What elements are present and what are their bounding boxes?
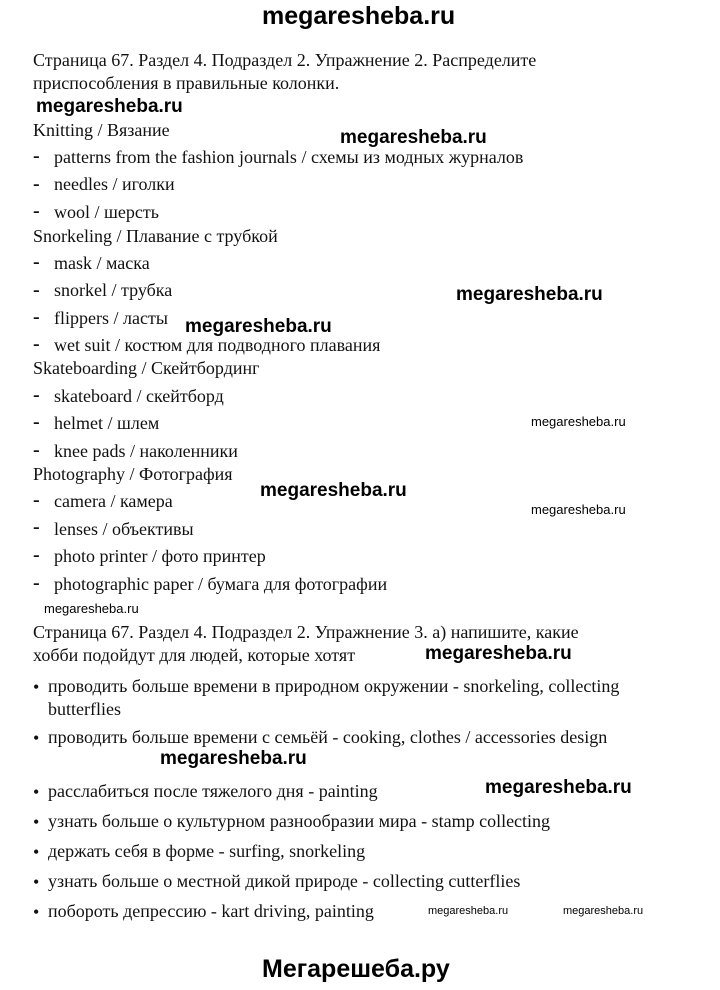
list-item: проводить больше времени с семьёй - cooking, clothes / accessories design — [48, 727, 608, 747]
exercise3-heading-line1: Страница 67. Раздел 4. Подраздел 2. Упражнение 3. а) напишите, какие — [33, 622, 579, 642]
watermark: megaresheba.ru — [425, 643, 572, 664]
list-item: helmet / шлем — [54, 413, 160, 433]
dash-marker: - — [33, 544, 40, 566]
watermark: megaresheba.ru — [428, 905, 509, 917]
exercise2-heading-line1: Страница 67. Раздел 4. Подраздел 2. Упражнение 2. Распределите — [33, 50, 537, 70]
list-item: lenses / объективы — [54, 519, 194, 539]
list-item: держать себя в форме - surfing, snorkeling — [48, 841, 366, 861]
dash-marker: - — [33, 333, 40, 355]
watermark: megaresheba.ru — [531, 414, 626, 429]
watermark: megaresheba.ru — [160, 748, 307, 769]
list-item: узнать больше о культурном разнообразии мира - stamp collecting — [48, 811, 551, 831]
list-item: расслабиться после тяжелого дня - painting — [48, 781, 378, 801]
watermark: megaresheba.ru — [531, 502, 626, 517]
dash-marker: - — [33, 251, 40, 273]
list-item: needles / иголки — [54, 174, 175, 194]
bullet-marker: • — [33, 872, 40, 892]
list-item: photo printer / фото принтер — [54, 546, 266, 566]
list-item: побороть депрессию - kart driving, painting — [48, 901, 374, 921]
group-title-photography: Photography / Фотография — [33, 464, 233, 484]
header-title: megaresheba.ru — [262, 2, 456, 30]
list-item: wool / шерсть — [54, 202, 159, 222]
list-item: проводить больше времени в природном окружении - snorkeling, collecting butterflies — [48, 676, 620, 719]
footer-title: Мегарешеба.ру — [262, 955, 450, 983]
list-item: flippers / ласты — [54, 308, 168, 328]
list-item: mask / маска — [54, 253, 150, 273]
watermark: megaresheba.ru — [185, 316, 332, 337]
bullet-marker: • — [33, 902, 40, 922]
list-item: photographic paper / бумага для фотографии — [54, 574, 388, 594]
watermark: megaresheba.ru — [340, 127, 487, 148]
list-item: wet suit / костюм для подводного плавания — [54, 335, 381, 355]
watermark: megaresheba.ru — [563, 905, 644, 917]
dash-marker: - — [33, 200, 40, 222]
group-title-skateboarding: Skateboarding / Скейтбординг — [33, 358, 260, 378]
dash-marker: - — [33, 572, 40, 594]
bullet-marker: • — [33, 842, 40, 862]
group-title-knitting: Knitting / Вязание — [33, 120, 170, 140]
dash-marker: - — [33, 306, 40, 328]
watermark: megaresheba.ru — [260, 480, 407, 501]
bullet-marker: • — [33, 812, 40, 832]
watermark: megaresheba.ru — [485, 777, 632, 798]
dash-marker: - — [33, 279, 40, 301]
exercise3-heading-line2: хобби подойдут для людей, которые хотят — [33, 645, 356, 665]
dash-marker: - — [33, 173, 40, 195]
list-item: skateboard / скейтборд — [54, 386, 224, 406]
watermark: megaresheba.ru — [456, 284, 603, 305]
bullet-marker: • — [33, 728, 40, 748]
dash-marker: - — [33, 384, 40, 406]
dash-marker: - — [33, 145, 40, 167]
dash-marker: - — [33, 516, 40, 538]
group-title-snorkeling: Snorkeling / Плавание с трубкой — [33, 226, 278, 246]
list-item: snorkel / трубка — [54, 280, 173, 300]
list-item: knee pads / наколенники — [54, 441, 238, 461]
list-item: узнать больше о местной дикой природе - collecting cutterflies — [48, 871, 521, 891]
list-item: patterns from the fashion journals / схемы из модных журналов — [54, 147, 524, 167]
watermark: megaresheba.ru — [44, 601, 139, 616]
bullet-marker: • — [33, 677, 40, 697]
dash-marker: - — [33, 439, 40, 461]
watermark: megaresheba.ru — [36, 96, 183, 117]
dash-marker: - — [33, 489, 40, 511]
bullet-marker: • — [33, 782, 40, 802]
dash-marker: - — [33, 411, 40, 433]
exercise2-heading-line2: приспособления в правильные колонки. — [33, 73, 340, 93]
list-item: camera / камера — [54, 491, 173, 511]
